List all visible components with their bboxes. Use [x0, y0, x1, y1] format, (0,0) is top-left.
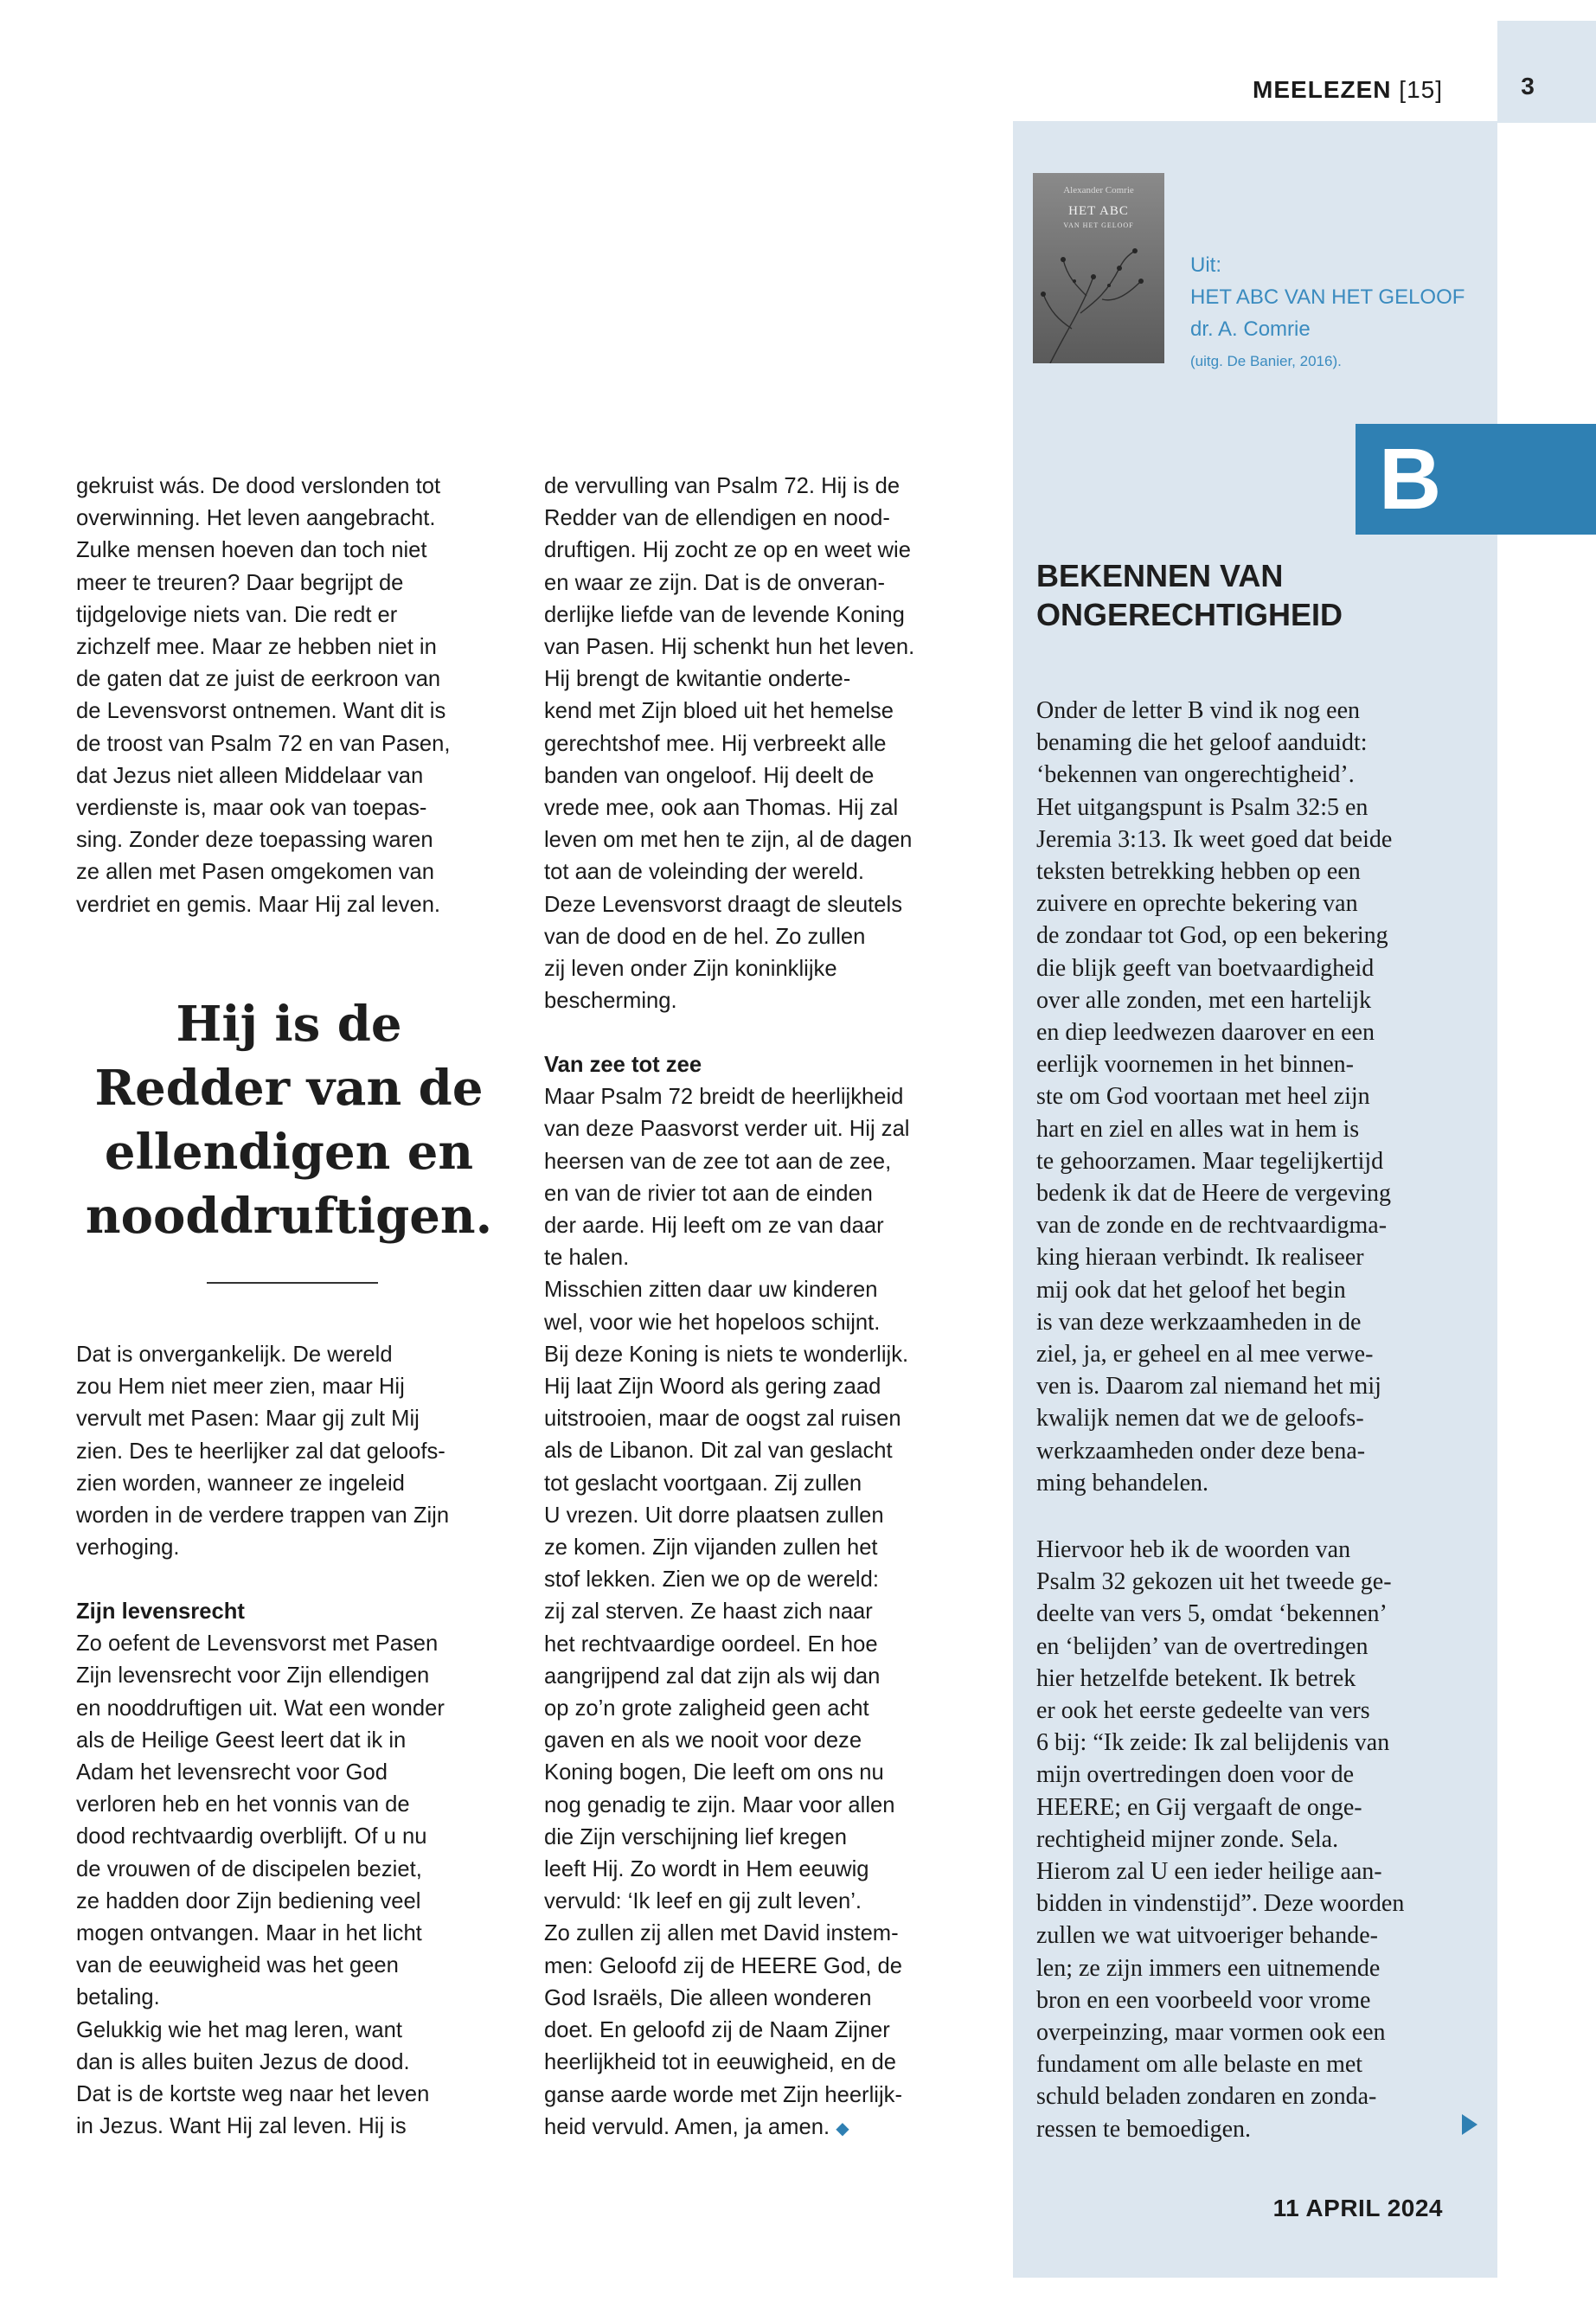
text-line: verloren heb en het vonnis van de — [76, 1792, 410, 1817]
heading-line: BEKENNEN VAN — [1036, 558, 1284, 593]
text-line: mij ook dat het geloof het begin — [1036, 1276, 1346, 1304]
text-line: heerlijkheid tot in eeuwigheid, en de — [544, 2050, 896, 2075]
text-line: Jeremia 3:13. Ik weet goed dat beide — [1036, 825, 1393, 853]
pull-quote-divider — [207, 1282, 378, 1284]
text-line: U vrezen. Uit dorre plaatsen zullen — [544, 1503, 884, 1528]
text-line: leven om met hen te zijn, al de dagen — [544, 828, 913, 853]
text-line: dood rechtvaardig overblijft. Of u nu — [76, 1824, 427, 1849]
text-line: nog genadig te zijn. Maar voor allen — [544, 1792, 895, 1817]
text-line: hart en ziel en alles wat in hem is — [1036, 1115, 1360, 1143]
text-line: dan is alles buiten Jezus de dood. — [76, 2049, 410, 2074]
text-line: en waar ze zijn. Dat is de onveran- — [544, 570, 886, 595]
text-line: van de zonde en de rechtvaardigma- — [1036, 1212, 1388, 1240]
text-line: ming behandelen. — [1036, 1469, 1209, 1497]
text-line: kwalijk nemen dat we de geloofs- — [1036, 1405, 1364, 1433]
text-line: banden van ongeloof. Hij deelt de — [544, 763, 875, 788]
text-line: bescherming. — [544, 989, 677, 1014]
text-line: als de Libanon. Dit zal van geslacht — [544, 1439, 893, 1464]
text-line: op zo’n grote zaligheid geen acht — [544, 1696, 869, 1721]
text-line: ven is. Daarom zal niemand het mij — [1036, 1373, 1381, 1400]
text-line: ze hadden door Zijn bediening veel — [76, 1888, 421, 1913]
text-line: zij zal sterven. Ze haast zich naar — [544, 1599, 873, 1625]
text-line: druftigen. Hij zocht ze op en weet wie — [544, 538, 911, 563]
text-line: ‘bekennen van ongerechtigheid’. — [1036, 761, 1355, 789]
text-line: zien. Des te heerlijker zal dat geloofs- — [76, 1439, 445, 1464]
text-line: Hierom zal U een ieder heilige aan- — [1036, 1858, 1382, 1886]
text-line: van Pasen. Hij schenkt hun het leven. — [544, 635, 915, 660]
text-line: sing. Zonder deze toepassing waren — [76, 828, 433, 853]
text-line: God Israëls, Die alleen wonderen — [544, 1985, 872, 2010]
text-line: het rechtvaardige oordeel. En hoe — [544, 1631, 878, 1657]
text-line: mogen ontvangen. Maar in het licht — [76, 1921, 422, 1946]
text-line: overwinning. Het leven aangebracht. — [76, 506, 436, 531]
text-line: Misschien zitten daar uw kinderen — [544, 1278, 878, 1303]
book-cover-subtitle: VAN HET GELOOF — [1063, 221, 1134, 229]
text-line: verdienste is, maar ook van toepas- — [76, 796, 427, 821]
pull-quote — [76, 992, 502, 1248]
text-line: Adam het levensrecht voor God — [76, 1760, 388, 1785]
text-line: en diep leedwezen daarover en een — [1036, 1019, 1375, 1047]
text-line: Redder van de ellendigen en nood- — [544, 506, 890, 531]
text-line: gerechtshof mee. Hij verbreekt alle — [544, 731, 887, 756]
text-line: zou Hem niet meer zien, maar Hij — [76, 1375, 405, 1400]
text-line: Hij laat Zijn Woord als gering zaad — [544, 1375, 881, 1400]
text-line: rechtigheid mijner zonde. Sela. — [1036, 1825, 1339, 1853]
text-line: doet. En geloofd zij de Naam Zijner — [544, 2018, 890, 2043]
text-line: van de dood en de hel. Zo zullen — [544, 924, 866, 949]
text-line: en van de rivier tot aan de einden — [544, 1181, 873, 1206]
text-line: bron en een voorbeeld voor vrome — [1036, 1986, 1371, 2014]
text-line: over alle zonden, met een hartelijk — [1036, 986, 1372, 1014]
text-line: wel, voor wie het hopeloos schijnt. — [544, 1310, 881, 1335]
text-line: ze allen met Pasen omgekomen van — [76, 860, 434, 885]
text-line: en ‘belijden’ van de overtredingen — [1036, 1632, 1368, 1660]
column1-paragraph-1 — [76, 471, 526, 921]
text-line: ressen te bemoedigen. — [1036, 2115, 1252, 2143]
text-line: deelte van vers 5, omdat ‘bekennen’ — [1036, 1600, 1388, 1628]
subheading: Van zee tot zee — [544, 1053, 702, 1077]
text-line: gaven en als we nooit voor deze — [544, 1728, 862, 1753]
section-title: MEELEZEN — [1253, 76, 1392, 103]
pull-quote-line: Hij is de — [176, 996, 402, 1053]
last-line-text: heid vervuld. Amen, ja amen. — [544, 2114, 830, 2139]
text-line: verhoging. — [76, 1535, 180, 1561]
text-line: mijn overtredingen doen voor de — [1036, 1761, 1355, 1789]
text-line: in Jezus. Want Hij zal leven. Hij is — [76, 2114, 407, 2139]
text-line: vervuld: ‘Ik leef en gij zult leven’. — [544, 1889, 862, 1914]
text-line: zuivere en oprechte bekering van — [1036, 890, 1358, 918]
text-line: uitstrooien, maar de oogst zal ruisen — [544, 1407, 901, 1432]
text-line: er ook het eerste gedeelte van vers — [1036, 1697, 1370, 1725]
text-line: Zo zullen zij allen met David instem- — [544, 1921, 899, 1946]
text-line: benaming die het geloof aanduidt: — [1036, 729, 1368, 757]
text-line: stof lekken. Zien we op de wereld: — [544, 1567, 879, 1593]
text-line: die blijk geeft van boetvaardigheid — [1036, 954, 1375, 982]
text-line: Psalm 32 gekozen uit het tweede ge- — [1036, 1568, 1392, 1596]
book-cover-author: Alexander Comrie — [1063, 185, 1134, 195]
text-line: werkzaamheden onder deze bena- — [1036, 1437, 1366, 1465]
text-line: tot aan de voleinding der wereld. — [544, 860, 864, 885]
text-line: hier hetzelfde betekent. Ik betrek — [1036, 1664, 1356, 1692]
text-line: fundament om alle belaste en met — [1036, 2051, 1363, 2079]
text-line: heersen van de zee tot aan de zee, — [544, 1149, 892, 1174]
text-line: is van deze werkzaamheden in de — [1036, 1308, 1362, 1336]
text-line: schuld beladen zondaren en zonda- — [1036, 2083, 1377, 2111]
sidebar-heading — [1036, 556, 1365, 634]
page-number: 3 — [1521, 73, 1535, 99]
text-line: bedenk ik dat de Heere de vergeving — [1036, 1180, 1391, 1208]
text-line: 6 bij: “Ik zeide: Ik zal belijdenis van — [1036, 1729, 1390, 1757]
page-number-tab — [1497, 21, 1596, 123]
text-line: Dat is onvergankelijk. De wereld — [76, 1343, 393, 1367]
text-line: tot geslacht voortgaan. Zij zullen — [544, 1471, 862, 1496]
issue-number: [15] — [1399, 76, 1443, 103]
text-line: betaling. — [76, 1985, 160, 2010]
text-line: de troost van Psalm 72 en van Pasen, — [76, 731, 451, 756]
text-line: Deze Levensvorst draagt de sleutels — [544, 892, 902, 917]
text-line: van de eeuwigheid was het geen — [76, 1953, 399, 1978]
continue-arrow-icon — [1462, 2114, 1477, 2135]
text-line: verdriet en gemis. Maar Hij zal leven. — [76, 892, 441, 917]
heading-line: ONGERECHTIGHEID — [1036, 597, 1343, 632]
text-line: Gelukkig wie het mag leren, want — [76, 2017, 402, 2042]
text-line: Het uitgangspunt is Psalm 32:5 en — [1036, 793, 1368, 821]
text-line: men: Geloofd zij de HEERE God, de — [544, 1953, 902, 1978]
text-line: ste om God voortaan met heel zijn — [1036, 1083, 1370, 1111]
end-diamond-icon: ◆ — [836, 2118, 849, 2138]
issue-date: 11 APRIL 2024 — [1272, 2195, 1443, 2221]
text-line: vrede mee, ook aan Thomas. Hij zal — [544, 796, 899, 821]
text-line: Onder de letter B vind ik nog een — [1036, 697, 1361, 724]
text-line: meer te treuren? Daar begrijpt de — [76, 570, 404, 595]
book-title: HET ABC VAN HET GELOOF — [1190, 285, 1465, 309]
text-line: ziel, ja, er geheel en al mee verwe- — [1036, 1341, 1374, 1368]
text-line: derlijke liefde van de levende Koning — [544, 602, 905, 627]
text-line: zij leven onder Zijn koninklijke — [544, 957, 837, 982]
text-line: zichzelf mee. Maar ze hebben niet in — [76, 635, 437, 660]
pull-quote-line: ellendigen en — [104, 1124, 474, 1181]
book-source — [1190, 249, 1465, 377]
column2-paragraph-1 — [544, 471, 994, 1017]
text-line: de zondaar tot God, op een bekering — [1036, 922, 1388, 950]
text-line: Hij brengt de kwitantie onderte- — [544, 667, 851, 692]
text-line: te gehoorzamen. Maar tegelijkertijd — [1036, 1147, 1384, 1175]
column1-paragraph-2 — [76, 1339, 526, 1564]
text-line: dat Jezus niet alleen Middelaar van — [76, 763, 424, 788]
text-line: gekruist wás. De dood verslonden tot — [76, 474, 441, 498]
text-line: overpeinzing, maar vormen ook een — [1036, 2019, 1386, 2047]
column1-section-zijn-levensrecht — [76, 1596, 526, 2143]
text-line: eerlijk voornemen in het binnen- — [1036, 1051, 1354, 1079]
text-line: tijdgelovige niets van. Die redt er — [76, 602, 398, 627]
text-line: die Zijn verschijning lief kregen — [544, 1824, 847, 1849]
text-line: de vervulling van Psalm 72. Hij is de — [544, 474, 901, 498]
text-line: de Levensvorst ontnemen. Want dit is — [76, 699, 446, 724]
text-line: de vrouwen of de discipelen beziet, — [76, 1856, 422, 1881]
text-line: als de Heilige Geest leert dat ik in — [76, 1727, 407, 1753]
text-line: aangrijpend zal dat zijn als wij dan — [544, 1663, 881, 1689]
text-line: Bij deze Koning is niets te wonderlijk. — [544, 1342, 909, 1367]
text-line: der aarde. Hij leeft om ze van daar — [544, 1214, 884, 1239]
book-cover-title: HET ABC — [1068, 204, 1129, 218]
subheading: Zijn levensrecht — [76, 1599, 245, 1624]
text-line: ganse aarde worde met Zijn heerlijk- — [544, 2082, 902, 2107]
text-line: kend met Zijn bloed uit het hemelse — [544, 699, 894, 724]
text-line: leeft Hij. Zo wordt in Hem eeuwig — [544, 1857, 869, 1882]
source-label: Uit: — [1190, 253, 1221, 277]
letter-badge: B — [1356, 424, 1596, 535]
text-line: Dat is de kortste weg naar het leven — [76, 2082, 430, 2107]
text-line: Zulke mensen hoeven dan toch niet — [76, 538, 427, 563]
text-line: zullen we wat uitvoeriger behande- — [1036, 1922, 1378, 1950]
column2-section-van-zee-tot-zee — [544, 1049, 994, 2145]
text-line — [544, 2112, 994, 2145]
text-line: king hieraan verbindt. Ik realiseer — [1036, 1244, 1364, 1272]
text-line: Koning bogen, Die leeft om ons nu — [544, 1760, 884, 1785]
text-line: Maar Psalm 72 breidt de heerlijkheid — [544, 1085, 904, 1110]
book-author: dr. A. Comrie — [1190, 317, 1311, 341]
sidebar-paragraph-1 — [1036, 695, 1452, 1499]
branch-illustration — [1033, 242, 1164, 363]
text-line: teksten betrekking hebben op een — [1036, 858, 1361, 886]
text-line: HEERE; en Gij vergaaft de onge- — [1036, 1793, 1362, 1821]
text-line: van deze Paasvorst verder uit. Hij zal — [544, 1117, 910, 1142]
text-line: bidden in vindenstijd”. Deze woorden — [1036, 1890, 1405, 1918]
text-line: en nooddruftigen uit. Wat een wonder — [76, 1695, 445, 1721]
text-line: zien worden, wanneer ze ingeleid — [76, 1471, 405, 1496]
pull-quote-line: Redder van de — [94, 1060, 484, 1117]
text-line: te halen. — [544, 1246, 630, 1271]
text-line: ze komen. Zijn vijanden zullen het — [544, 1535, 878, 1561]
text-line: Zo oefent de Levensvorst met Pasen — [76, 1631, 439, 1657]
book-publisher: (uitg. De Banier, 2016). — [1190, 353, 1342, 369]
sidebar-paragraph-2 — [1036, 1534, 1452, 2145]
text-line: Zijn levensrecht voor Zijn ellendigen — [76, 1663, 430, 1689]
text-line: vervult met Pasen: Maar gij zult Mij — [76, 1407, 420, 1432]
running-header — [1253, 76, 1443, 104]
text-line: worden in de verdere trappen van Zijn — [76, 1503, 450, 1529]
text-line: Hiervoor heb ik de woorden van — [1036, 1536, 1351, 1563]
book-cover-image — [1033, 173, 1164, 363]
text-line: de gaten dat ze juist de eerkroon van — [76, 667, 441, 692]
text-line: len; ze zijn immers een uitnemende — [1036, 1954, 1381, 1982]
pull-quote-line: nooddruftigen. — [85, 1188, 493, 1245]
